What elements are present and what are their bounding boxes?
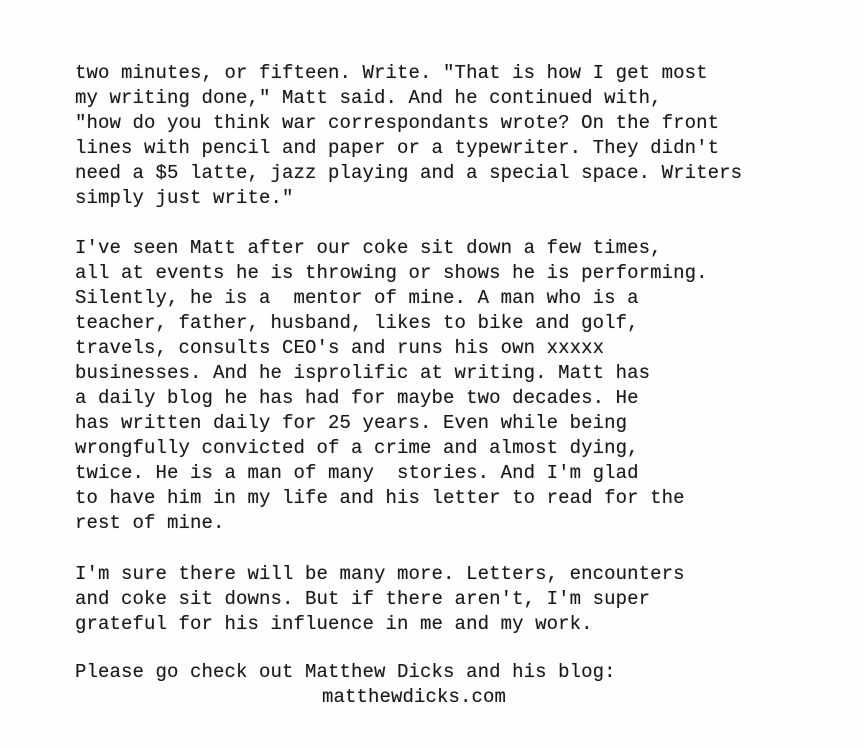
text-line: lines with pencil and paper or a typewriter. They didn't: [75, 137, 720, 159]
text-line: Please go check out Matthew Dicks and his blog:: [75, 661, 616, 683]
text-line: and coke sit downs. But if there aren't, I'm super: [75, 588, 651, 610]
text-line: travels, consults CEO's and runs his own xxxxx: [75, 337, 605, 359]
blog-url: matthewdicks.com: [322, 686, 507, 708]
text-line: Silently, he is a mentor of mine. A man who is a: [75, 287, 639, 309]
text-line: I'm sure there will be many more. Letters, encounters: [75, 563, 685, 585]
text-line: businesses. And he isprolific at writing. Matt has: [75, 362, 651, 384]
text-line: twice. He is a man of many stories. And I'm glad: [75, 462, 639, 484]
text-line: has written daily for 25 years. Even while being: [75, 412, 628, 434]
text-line: teacher, father, husband, likes to bike and golf,: [75, 312, 639, 334]
paragraph-gratitude: [75, 562, 685, 637]
text-line: grateful for his influence in me and my work.: [75, 613, 593, 635]
paragraph-mentor: [75, 236, 708, 536]
text-line: simply just write.": [75, 187, 294, 209]
text-line: I've seen Matt after our coke sit down a few times,: [75, 237, 662, 259]
text-line: a daily blog he has had for maybe two decades. He: [75, 387, 639, 409]
text-line: rest of mine.: [75, 512, 225, 534]
text-line: two minutes, or fifteen. Write. "That is how I get most: [75, 62, 708, 84]
paragraph-blog-plug: [75, 660, 616, 710]
text-line: need a $5 latte, jazz playing and a special space. Writers: [75, 162, 743, 184]
text-line: wrongfully convicted of a crime and almost dying,: [75, 437, 639, 459]
text-line: my writing done," Matt said. And he continued with,: [75, 87, 662, 109]
text-line: all at events he is throwing or shows he is performing.: [75, 262, 708, 284]
text-line: to have him in my life and his letter to read for the: [75, 487, 685, 509]
text-line: "how do you think war correspondants wrote? On the front: [75, 112, 720, 134]
paragraph-writing-quote: [75, 61, 742, 211]
